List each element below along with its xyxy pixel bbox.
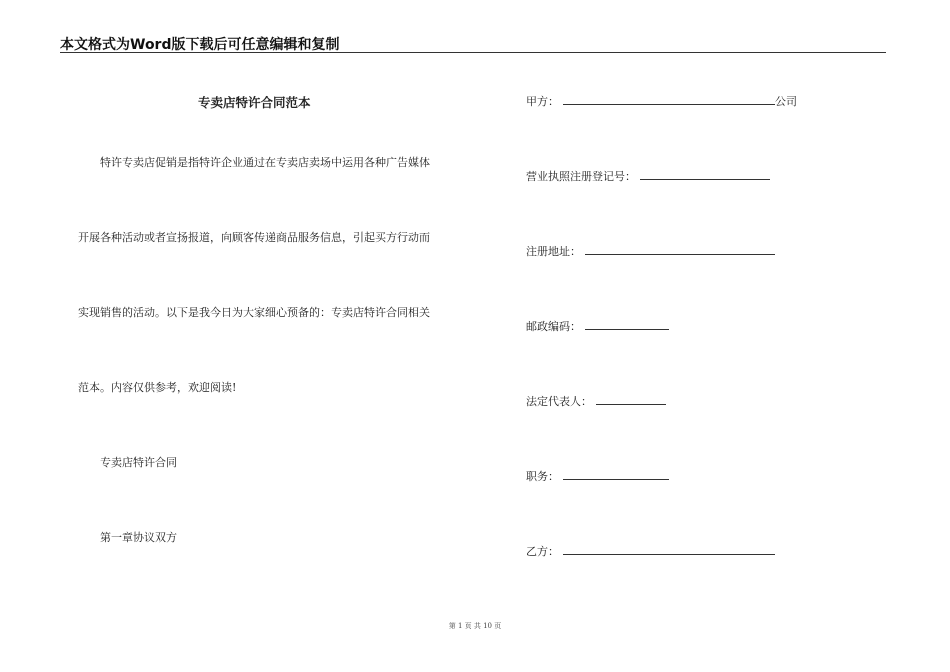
registered-address-field bbox=[526, 243, 775, 259]
party-a-field bbox=[526, 93, 797, 109]
body-paragraph-line: 范本。内容仅供参考，欢迎阅读! bbox=[78, 381, 237, 394]
fill-in-blank bbox=[585, 319, 669, 330]
page-number: 第 1 页 共 10 页 bbox=[448, 622, 502, 630]
body-paragraph-line: 实现销售的活动。以下是我今日为大家细心预备的：专卖店特许合同相关 bbox=[78, 306, 430, 319]
fill-in-blank bbox=[596, 394, 666, 405]
postal-code-field bbox=[526, 318, 669, 334]
section-heading: 专卖店特许合同 bbox=[100, 456, 177, 469]
body-paragraph-line: 开展各种活动或者宣扬报道，向顾客传递商品服务信息，引起买方行动而 bbox=[78, 231, 430, 244]
fill-in-blank bbox=[563, 469, 669, 480]
fill-in-blank bbox=[563, 94, 775, 105]
document-header: 本文格式为Word版下载后可任意编辑和复制 bbox=[60, 37, 340, 53]
position-field bbox=[526, 468, 669, 484]
field-label: 注册地址： bbox=[526, 245, 581, 258]
fill-in-blank bbox=[640, 169, 770, 180]
chapter-heading: 第一章协议双方 bbox=[100, 531, 177, 544]
header-divider bbox=[60, 52, 886, 53]
legal-representative-field bbox=[526, 393, 666, 409]
field-suffix: 公司 bbox=[775, 95, 797, 108]
party-b-field bbox=[526, 543, 775, 559]
fill-in-blank bbox=[585, 244, 775, 255]
field-label: 营业执照注册登记号： bbox=[526, 170, 636, 183]
body-paragraph-line: 特许专卖店促销是指特许企业通过在专卖店卖场中运用各种广告媒体 bbox=[100, 156, 430, 169]
field-label: 乙方： bbox=[526, 545, 559, 558]
business-license-field bbox=[526, 168, 770, 184]
field-label: 职务： bbox=[526, 470, 559, 483]
field-label: 法定代表人： bbox=[526, 395, 592, 408]
document-title: 专卖店特许合同范本 bbox=[198, 95, 311, 110]
fill-in-blank bbox=[563, 544, 775, 555]
field-label: 甲方： bbox=[526, 95, 559, 108]
field-label: 邮政编码： bbox=[526, 320, 581, 333]
